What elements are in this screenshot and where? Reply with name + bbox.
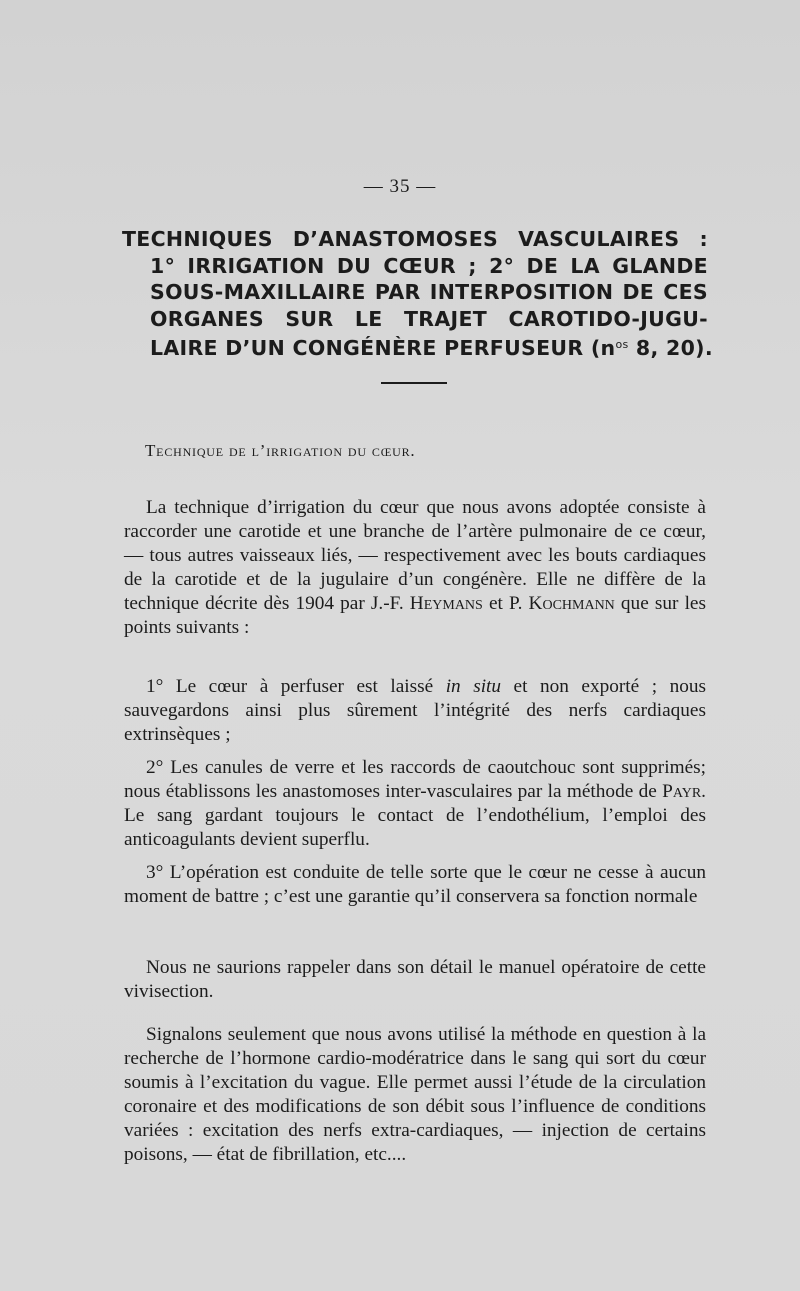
title-line-5	[150, 332, 713, 362]
p2-text-b: et non exporté ; nous sauvegardons ainsi plus sûrement l’intégrité des nerfs cardiaques extrinsèques ;	[124, 676, 706, 745]
paragraph-3-text	[124, 756, 706, 852]
p3-text-b: . Le sang gardant toujours le contact de l’endothélium, l’emploi des anticoagulants devient superflu.	[124, 781, 706, 850]
p3-text-a: 2° Les canules de verre et les raccords de caoutchouc sont supprimés; nous établissons les anastomoses inter-vasculaires par la méthode de	[124, 757, 706, 802]
title-line-3: SOUS-MAXILLAIRE PAR INTERPOSITION DE CES	[150, 280, 708, 304]
p1-text-a: La technique d’irrigation du cœur que nous avons adoptée consiste à raccorder une carotide et une branche de l’artère pulmonaire de ce cœur, — tous autres vaisseaux liés, — respectivement avec les bouts cardiaques de la carotide et de la jugulaire d’un congénère. Elle ne diffère de la technique décrite dès 1904 par J.-F.	[124, 497, 706, 614]
p2-text-a: 1° Le cœur à perfuser est laissé	[146, 676, 446, 697]
p1-author-kochmann: Kochmann	[528, 593, 615, 614]
title-line-1: TECHNIQUES D’ANASTOMOSES VASCULAIRES :	[122, 227, 708, 251]
p3-author-payr: Payr	[662, 781, 702, 802]
title-line-5-main: LAIRE D’UN CONGÉNÈRE PERFUSEUR (n	[150, 336, 616, 360]
paragraph-5-text: Nous ne saurions rappeler dans son détail le manuel opératoire de cette vivisection.	[124, 957, 706, 1002]
paragraph-1-text	[124, 496, 706, 640]
paragraph-2-text	[124, 675, 706, 747]
chapter-title	[122, 226, 713, 362]
paragraph-4	[124, 861, 706, 909]
paragraph-6-text: Signalons seulement que nous avons utilisé la méthode en question à la recherche de l’hormone cardio-modératrice dans le sang qui sort du cœur soumis à l’excitation du vague. Elle permet aussi l’étude de la circulation coronaire et des modifications de son débit sous l’influence de conditions variées : excitation des nerfs extra-cardiaques, — injection de certains poisons, — état de fibrillation, etc....	[124, 1024, 706, 1165]
paragraph-1	[124, 496, 706, 640]
paragraph-6	[124, 1023, 706, 1167]
page-number: — 35 —	[363, 176, 437, 197]
title-line-5-superscript: os	[615, 338, 629, 351]
paragraph-2	[124, 675, 706, 747]
p1-author-heymans: Heymans	[409, 593, 483, 614]
title-line-4: ORGANES SUR LE TRAJET CAROTIDO-JUGU-	[150, 306, 708, 331]
section-heading: Technique de l’irrigation du cœur.	[145, 441, 416, 460]
paragraph-5	[124, 956, 706, 1004]
title-line-2: 1° IRRIGATION DU CŒUR ; 2° DE LA GLANDE	[150, 253, 708, 278]
paragraph-4-text: 3° L’opération est conduite de telle sorte que le cœur ne cesse à aucun moment de battre ; c’est une garantie qu’il conservera sa fonction normale	[124, 862, 706, 907]
p2-italic-in-situ: in situ	[445, 676, 502, 697]
p1-text-c: que sur les points suivants :	[124, 593, 706, 638]
separator-rule	[381, 382, 447, 384]
title-line-5-end: 8, 20).	[628, 336, 713, 360]
paragraph-3	[124, 756, 706, 852]
p1-text-b: et P.	[482, 593, 529, 614]
